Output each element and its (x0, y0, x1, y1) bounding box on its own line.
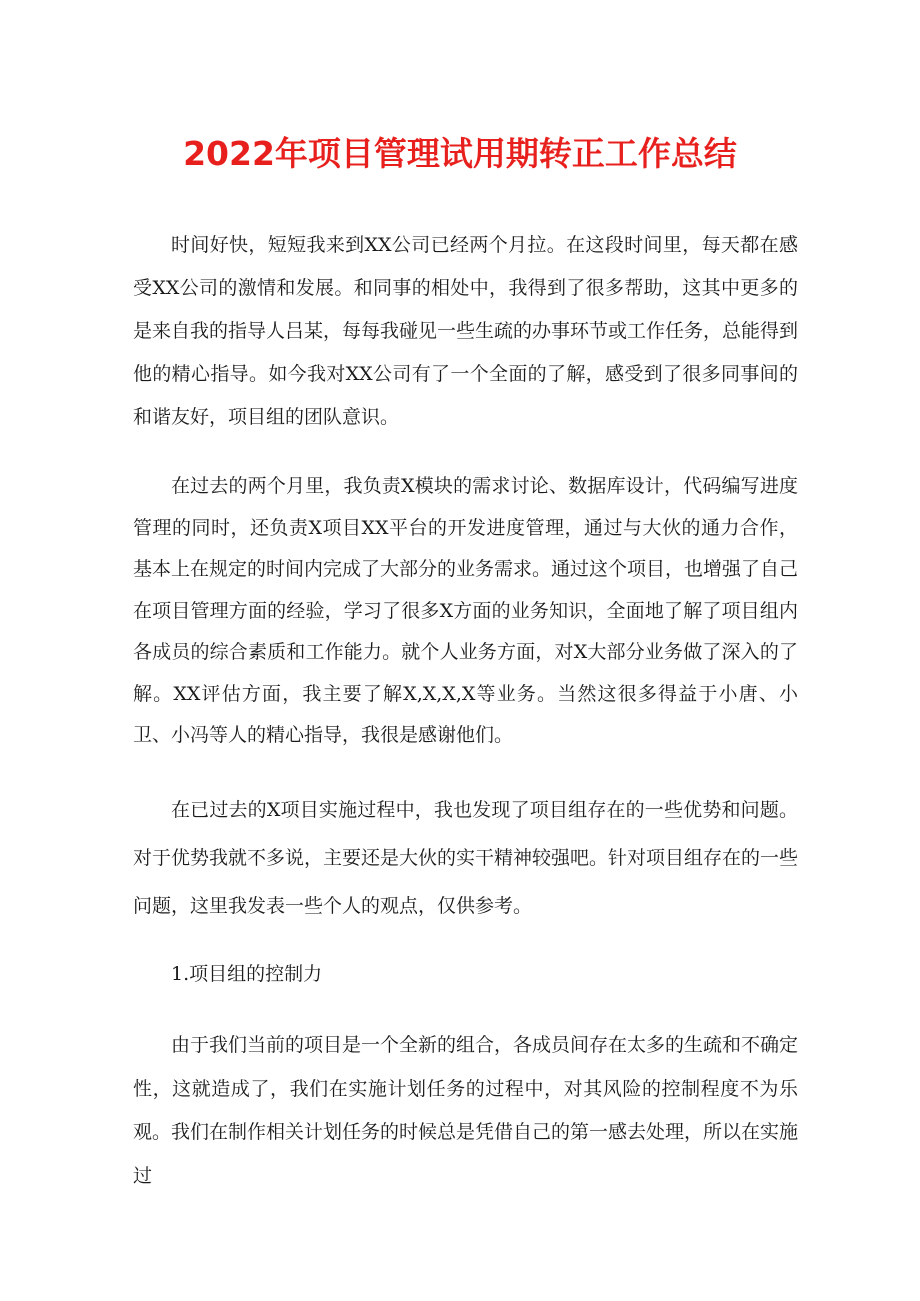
paragraph-strengths-issues: 在已过去的X项目实施过程中，我也发现了项目组存在的一些优势和问题。对于优势我就不多说，主要还是大伙的实干精神较强吧。针对项目组存在的一些问题，这里我发表一些个人的观点，仅供参考。 (133, 799, 799, 917)
paragraph-control-detail: 由于我们当前的项目是一个全新的组合，各成员间存在太多的生疏和不确定性，这就造成了，我们在实施计划任务的过程中，对其风险的控制程度不为乐观。我们在制作相关计划任务的时候总是凭借自己的第一感去处理，所以在实施过 (133, 1034, 799, 1187)
paragraph-work-summary: 在过去的两个月里，我负责X模块的需求讨论、数据库设计，代码编写进度管理的同时，还负责X项目XX平台的开发进度管理，通过与大伙的通力合作，基本上在规定的时间内完成了大部分的业务需求。通过这个项目，也增强了自己在项目管理方面的经验，学习了很多X方面的业务知识，全面地了解了项目组内各成员的综合素质和工作能力。就个人业务方面，对X大部分业务做了深入的了解。XX评估方面，我主要了解X,X,X,X等业务。当然这很多得益于小唐、小卫、小冯等人的精心指导，我很是感谢他们。 (133, 475, 799, 746)
paragraph-intro: 时间好快，短短我来到XX公司已经两个月拉。在这段时间里，每天都在感受XX公司的激情和发展。和同事的相处中，我得到了很多帮助，这其中更多的是来自我的指导人吕某，每每我碰见一些生疏的办事环节或工作任务，总能得到他的精心指导。如今我对XX公司有了一个全面的了解，感受到了很多同事间的和谐友好，项目组的团队意识。 (133, 234, 799, 428)
section-heading-control: 1.项目组的控制力 (171, 963, 323, 985)
document-title: 2022年项目管理试用期转正工作总结 (183, 134, 737, 173)
